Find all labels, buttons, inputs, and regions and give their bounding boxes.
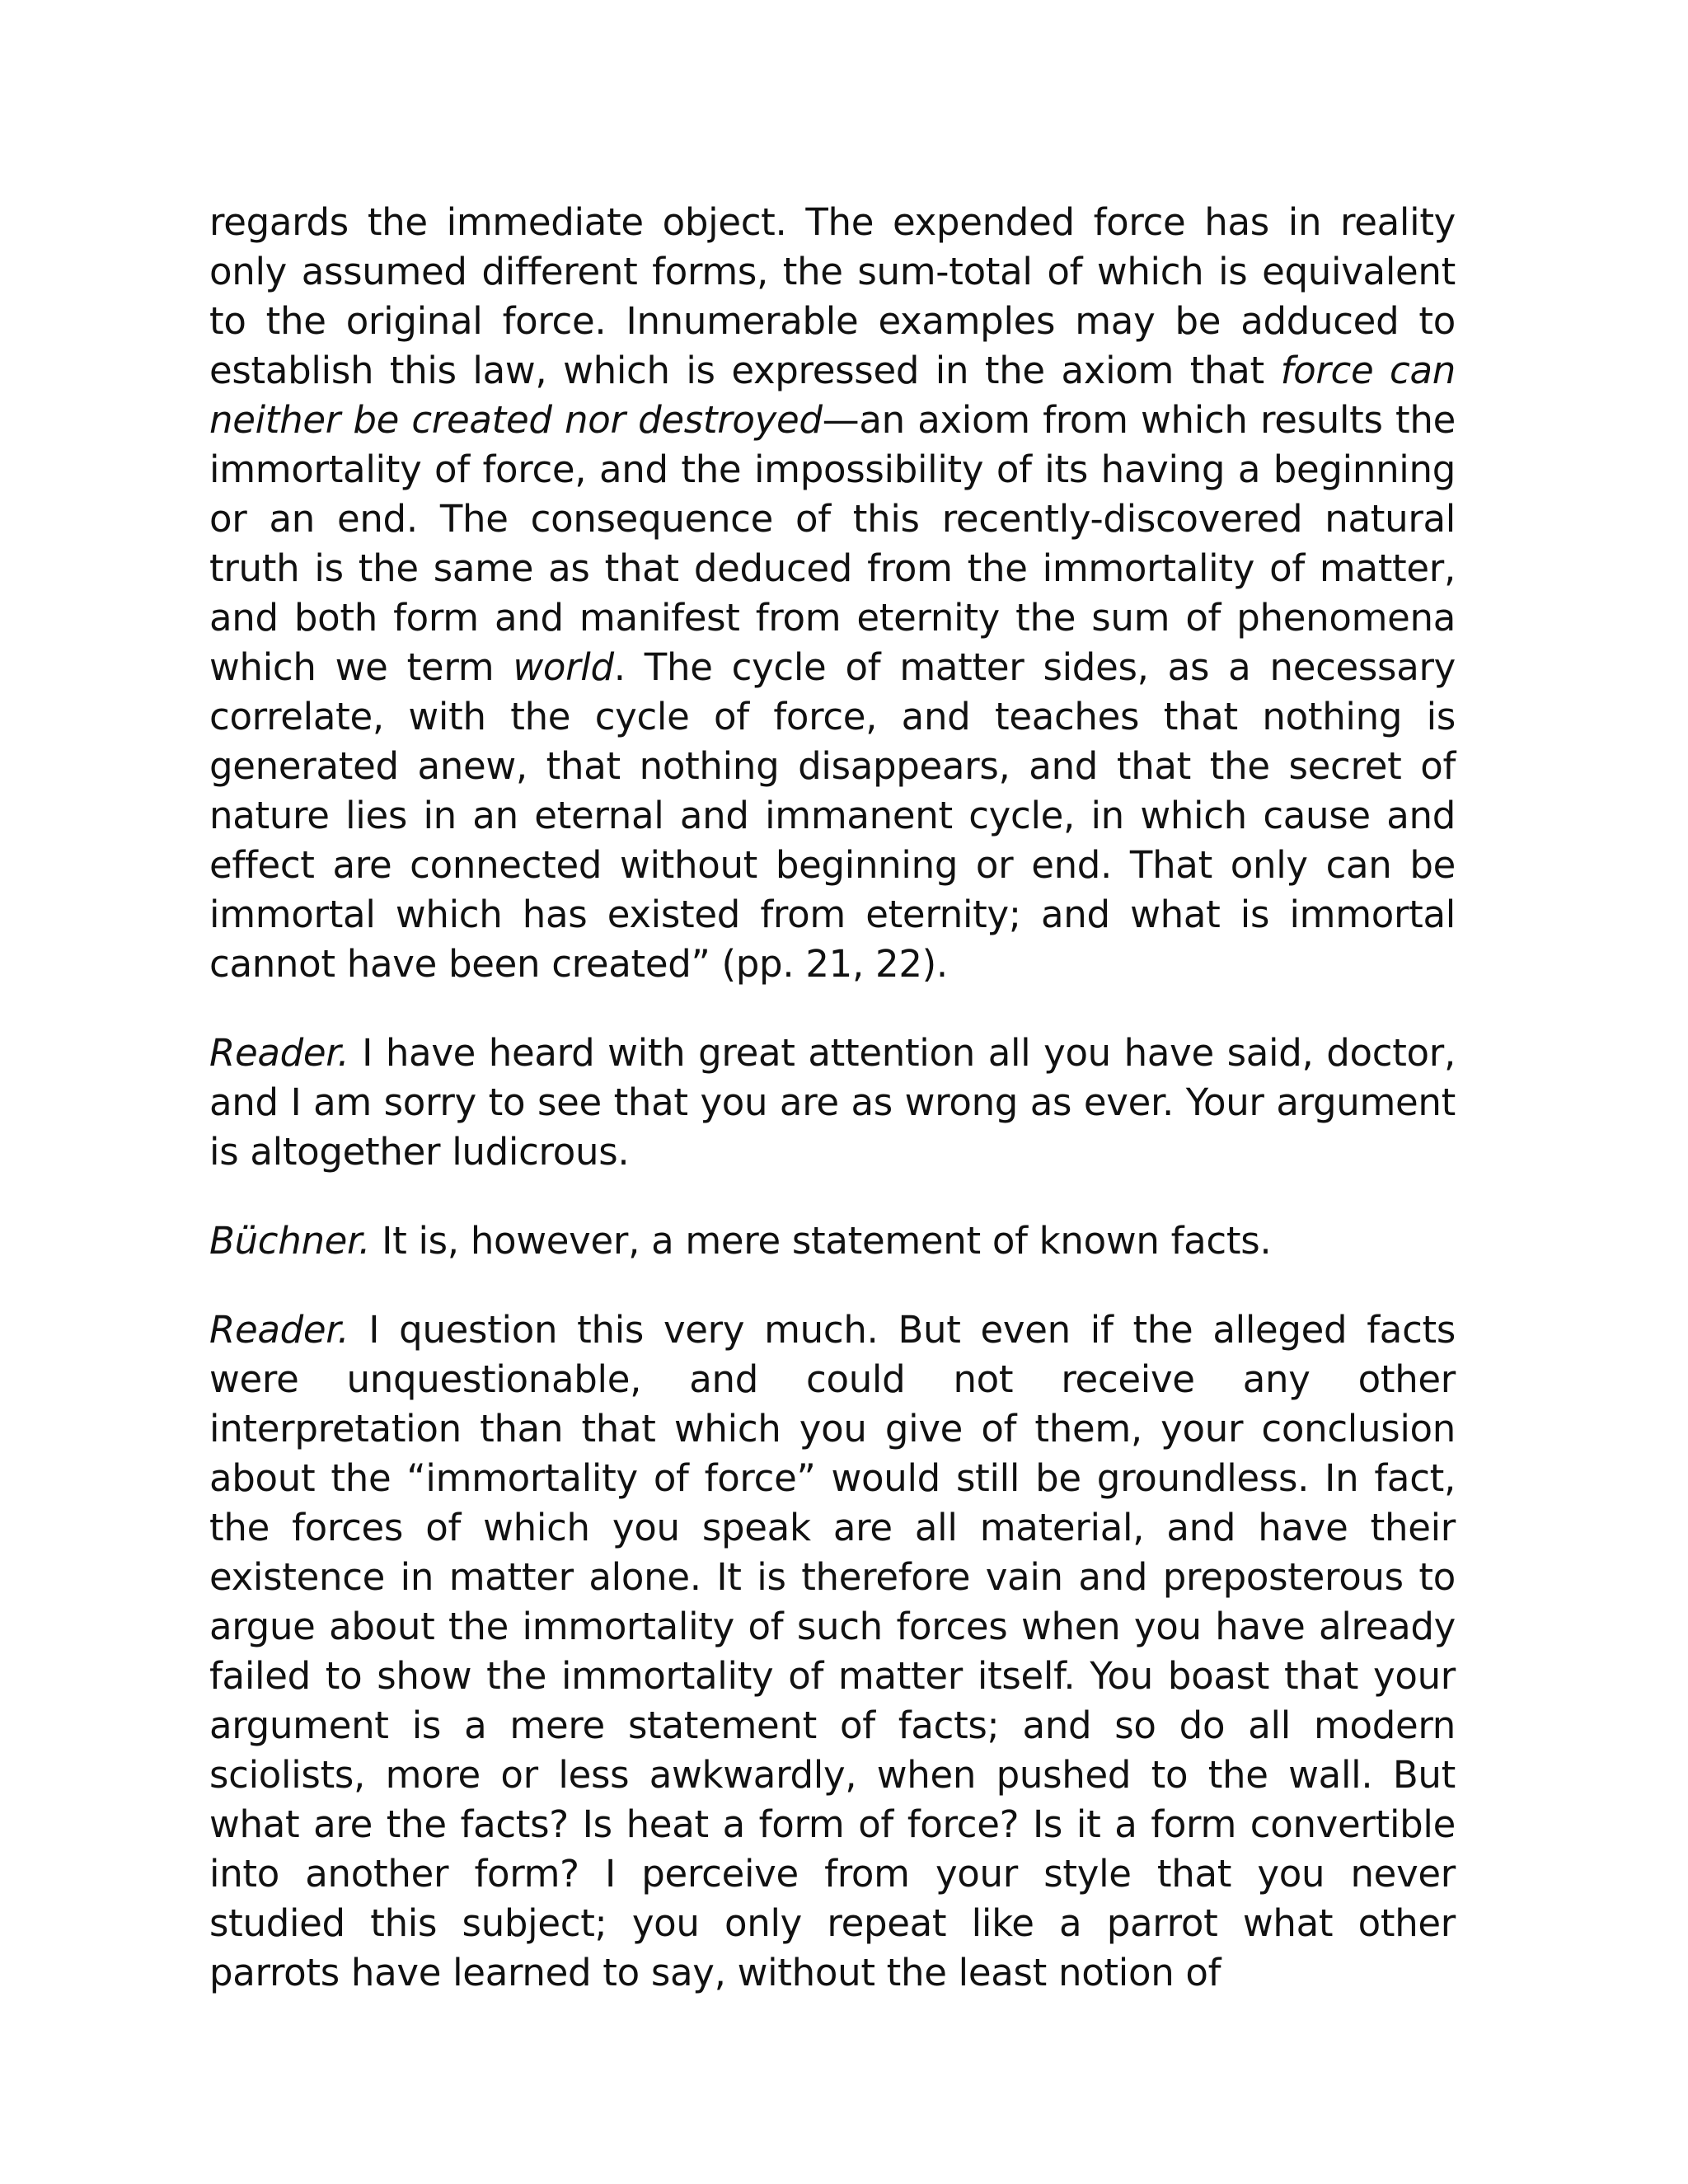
text-segment: I question this very much. But even if the alleged facts were unquestionable, and could not receive any other interpretation than that which you give of them, your conclusion about the “immortality of force” would still be groundless. In fact, the forces of which you speak are all material, and have their existence in matter alone. It is therefore vain and preposterous to argue about the immortality of such forces when you have already failed to show the immortality of matter itself. You boast that your argument is a mere statement of facts; and so do all modern sciolists, more or less awkwardly, when pushed to the wall. But what are the facts? Is heat a form of force? Is it a form convertible into another form? I perceive from your style that you never studied this subject; you only repeat like a parrot what other parrots have learned to say, without the least notion of xyxy=(209,1308,1456,1994)
paragraph-quote-continuation xyxy=(209,198,1456,989)
text-segment: It is, however, a mere statement of known facts. xyxy=(370,1219,1272,1263)
italic-phrase: force can neither be created nor destroyed xyxy=(209,349,1456,442)
text-segment: I have heard with great attention all you have said, doctor, and I am sorry to see that you are as wrong as ever. Your argument is altogether ludicrous. xyxy=(209,1031,1456,1174)
text-segment: regards the immediate object. The expended force has in reality only assumed different forms, the sum-total of which is equivalent to the original force. Innumerable examples may be adduced to establish this law, which is expressed in the axiom that xyxy=(209,200,1456,392)
paragraph-reader-argument xyxy=(209,1305,1456,1998)
italic-word: world xyxy=(513,645,614,689)
speaker-label: Reader. xyxy=(209,1031,349,1075)
paragraph-reader-reply xyxy=(209,1029,1456,1177)
document-page xyxy=(209,198,1456,1998)
speaker-label: Reader. xyxy=(209,1308,349,1352)
text-segment: . The cycle of matter sides, as a necessary correlate, with the cycle of force, and teaches that nothing is generated anew, that nothing disappears, and that the secret of nature lies in an eternal and immanent cycle, in which cause and effect are connected without beginning or end. That only can be immortal which has existed from eternity; and what is immortal cannot have been created” (pp. 21, 22). xyxy=(209,645,1456,986)
speaker-label: Büchner. xyxy=(209,1219,371,1263)
paragraph-buchner-reply xyxy=(209,1216,1456,1266)
text-segment: —an axiom from which results the immortality of force, and the impossibility of its having a beginning or an end. The consequence of this recently-discovered natural truth is the same as that deduced from the immortality of matter, and both form and manifest from eternity the sum of phenomena which we term xyxy=(209,398,1456,689)
